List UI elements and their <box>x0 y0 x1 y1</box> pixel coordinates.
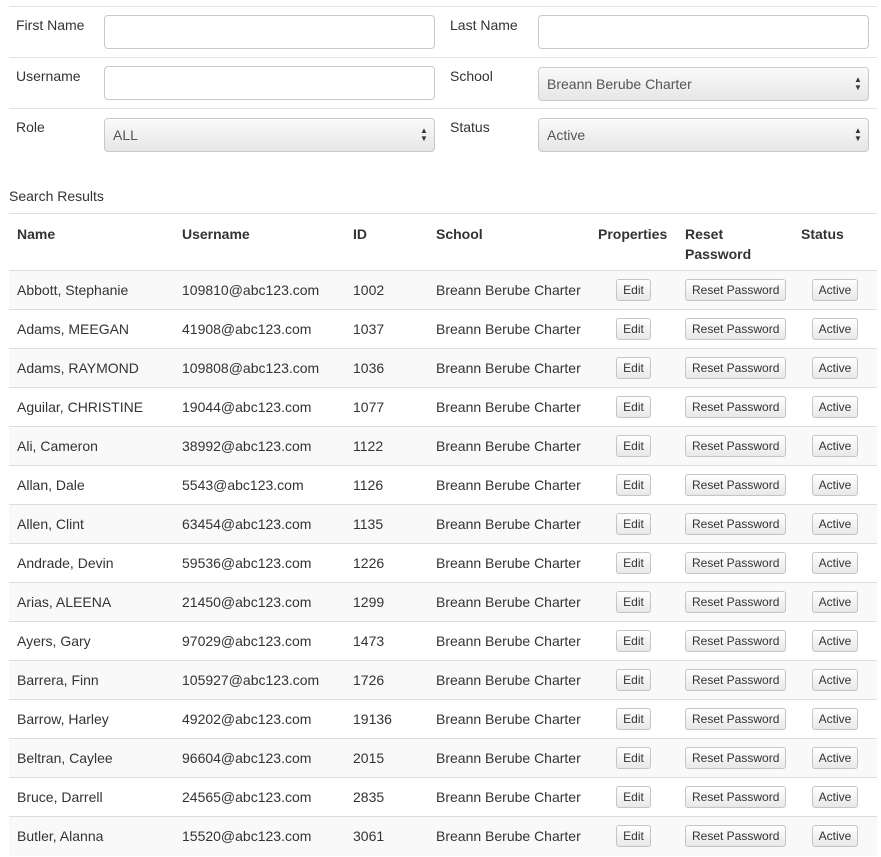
reset-password-button[interactable]: Reset Password <box>685 513 786 535</box>
cell-school: Breann Berube Charter <box>428 583 590 622</box>
status-cell <box>793 466 877 505</box>
column-header-school[interactable]: School <box>428 214 590 271</box>
reset-password-cell <box>677 505 793 544</box>
edit-button[interactable]: Edit <box>616 786 651 808</box>
cell-username: 96604@abc123.com <box>174 739 345 778</box>
status-cell <box>793 505 877 544</box>
status-cell <box>793 622 877 661</box>
reset-password-button[interactable]: Reset Password <box>685 279 786 301</box>
cell-id: 1726 <box>345 661 428 700</box>
status-cell <box>793 271 877 310</box>
cell-school: Breann Berube Charter <box>428 427 590 466</box>
cell-school: Breann Berube Charter <box>428 622 590 661</box>
status-cell <box>793 349 877 388</box>
cell-school: Breann Berube Charter <box>428 388 590 427</box>
column-header-reset-password: Reset Password <box>677 214 793 271</box>
cell-school: Breann Berube Charter <box>428 544 590 583</box>
cell-username: 41908@abc123.com <box>174 310 345 349</box>
status-cell <box>793 700 877 739</box>
reset-password-cell <box>677 739 793 778</box>
column-header-status: Status <box>793 214 877 271</box>
table-header-row <box>9 214 877 271</box>
cell-id: 1002 <box>345 271 428 310</box>
status-button[interactable]: Active <box>812 396 859 418</box>
reset-password-cell <box>677 661 793 700</box>
status-cell <box>793 427 877 466</box>
status-cell <box>793 310 877 349</box>
cell-id: 2015 <box>345 739 428 778</box>
role-select[interactable] <box>104 118 435 152</box>
table-row <box>9 544 877 583</box>
cell-name: Barrow, Harley <box>9 700 174 739</box>
cell-school: Breann Berube Charter <box>428 700 590 739</box>
username-label: Username <box>16 68 81 84</box>
status-button[interactable]: Active <box>812 708 859 730</box>
cell-id: 1122 <box>345 427 428 466</box>
reset-password-cell <box>677 310 793 349</box>
reset-password-button[interactable]: Reset Password <box>685 591 786 613</box>
school-label: School <box>450 68 493 84</box>
status-cell <box>793 661 877 700</box>
status-select[interactable] <box>538 118 869 152</box>
cell-school: Breann Berube Charter <box>428 349 590 388</box>
edit-cell <box>590 349 677 388</box>
edit-button[interactable]: Edit <box>616 747 651 769</box>
cell-name: Bruce, Darrell <box>9 778 174 817</box>
cell-name: Beltran, Caylee <box>9 739 174 778</box>
edit-cell <box>590 583 677 622</box>
cell-name: Ali, Cameron <box>9 427 174 466</box>
first-name-input[interactable] <box>104 15 435 49</box>
cell-id: 1126 <box>345 466 428 505</box>
cell-id: 2835 <box>345 778 428 817</box>
edit-button[interactable]: Edit <box>616 318 651 340</box>
reset-password-button[interactable]: Reset Password <box>685 669 786 691</box>
role-label: Role <box>16 119 45 135</box>
cell-school: Breann Berube Charter <box>428 661 590 700</box>
status-cell <box>793 388 877 427</box>
cell-username: 24565@abc123.com <box>174 778 345 817</box>
cell-name: Aguilar, CHRISTINE <box>9 388 174 427</box>
reset-password-button[interactable]: Reset Password <box>685 357 786 379</box>
edit-cell <box>590 817 677 856</box>
edit-button[interactable]: Edit <box>616 396 651 418</box>
table-row <box>9 700 877 739</box>
status-cell <box>793 583 877 622</box>
cell-username: 15520@abc123.com <box>174 817 345 856</box>
table-row <box>9 505 877 544</box>
edit-cell <box>590 271 677 310</box>
table-row <box>9 427 877 466</box>
status-button[interactable]: Active <box>812 747 859 769</box>
edit-button[interactable]: Edit <box>616 279 651 301</box>
status-button[interactable]: Active <box>812 318 859 340</box>
edit-button[interactable]: Edit <box>616 474 651 496</box>
status-button[interactable]: Active <box>812 279 859 301</box>
cell-school: Breann Berube Charter <box>428 817 590 856</box>
edit-cell <box>590 544 677 583</box>
status-cell <box>793 544 877 583</box>
status-label: Status <box>450 119 490 135</box>
status-cell <box>793 739 877 778</box>
cell-name: Ayers, Gary <box>9 622 174 661</box>
reset-password-cell <box>677 349 793 388</box>
filter-row-names <box>9 6 877 57</box>
cell-school: Breann Berube Charter <box>428 505 590 544</box>
cell-name: Barrera, Finn <box>9 661 174 700</box>
cell-username: 109808@abc123.com <box>174 349 345 388</box>
cell-name: Allan, Dale <box>9 466 174 505</box>
edit-cell <box>590 622 677 661</box>
cell-username: 49202@abc123.com <box>174 700 345 739</box>
status-select-value: Active <box>547 127 586 143</box>
status-button[interactable]: Active <box>812 825 859 847</box>
cell-school: Breann Berube Charter <box>428 778 590 817</box>
reset-password-cell <box>677 466 793 505</box>
edit-cell <box>590 427 677 466</box>
reset-password-button[interactable]: Reset Password <box>685 786 786 808</box>
cell-id: 1077 <box>345 388 428 427</box>
edit-button[interactable]: Edit <box>616 552 651 574</box>
edit-button[interactable]: Edit <box>616 825 651 847</box>
column-header-properties: Properties <box>590 214 677 271</box>
school-select-value: Breann Berube Charter <box>547 76 692 92</box>
status-button[interactable]: Active <box>812 513 859 535</box>
table-row <box>9 349 877 388</box>
edit-button[interactable]: Edit <box>616 357 651 379</box>
reset-password-cell <box>677 427 793 466</box>
status-cell <box>793 778 877 817</box>
cell-username: 21450@abc123.com <box>174 583 345 622</box>
cell-name: Adams, MEEGAN <box>9 310 174 349</box>
cell-id: 1226 <box>345 544 428 583</box>
cell-username: 63454@abc123.com <box>174 505 345 544</box>
school-select[interactable] <box>538 67 869 101</box>
cell-id: 1135 <box>345 505 428 544</box>
filter-row-username-school <box>9 57 877 108</box>
cell-username: 105927@abc123.com <box>174 661 345 700</box>
edit-cell <box>590 466 677 505</box>
status-button[interactable]: Active <box>812 552 859 574</box>
cell-name: Andrade, Devin <box>9 544 174 583</box>
reset-password-button[interactable]: Reset Password <box>685 747 786 769</box>
status-button[interactable]: Active <box>812 357 859 379</box>
cell-name: Abbott, Stephanie <box>9 271 174 310</box>
cell-school: Breann Berube Charter <box>428 466 590 505</box>
reset-password-button[interactable]: Reset Password <box>685 318 786 340</box>
reset-password-cell <box>677 817 793 856</box>
cell-name: Adams, RAYMOND <box>9 349 174 388</box>
edit-button[interactable]: Edit <box>616 708 651 730</box>
status-button[interactable]: Active <box>812 786 859 808</box>
last-name-label: Last Name <box>450 17 518 33</box>
last-name-input[interactable] <box>538 15 869 49</box>
reset-password-button[interactable]: Reset Password <box>685 630 786 652</box>
cell-name: Allen, Clint <box>9 505 174 544</box>
status-button[interactable]: Active <box>812 474 859 496</box>
results-table <box>9 213 877 856</box>
cell-school: Breann Berube Charter <box>428 271 590 310</box>
cell-id: 3061 <box>345 817 428 856</box>
table-row <box>9 778 877 817</box>
edit-cell <box>590 661 677 700</box>
cell-username: 5543@abc123.com <box>174 466 345 505</box>
reset-password-button[interactable]: Reset Password <box>685 396 786 418</box>
status-button[interactable]: Active <box>812 435 859 457</box>
table-row <box>9 466 877 505</box>
filter-row-role-status <box>9 108 877 159</box>
reset-password-button[interactable]: Reset Password <box>685 708 786 730</box>
reset-password-button[interactable]: Reset Password <box>685 825 786 847</box>
reset-password-cell <box>677 622 793 661</box>
status-button[interactable]: Active <box>812 630 859 652</box>
column-header-name[interactable]: Name <box>9 214 174 271</box>
edit-button[interactable]: Edit <box>616 630 651 652</box>
role-select-value: ALL <box>113 127 138 143</box>
edit-button[interactable]: Edit <box>616 591 651 613</box>
table-row <box>9 583 877 622</box>
select-arrows-icon: ▲ ▼ <box>420 126 428 143</box>
table-row <box>9 310 877 349</box>
status-button[interactable]: Active <box>812 591 859 613</box>
username-input[interactable] <box>104 66 435 100</box>
cell-id: 19136 <box>345 700 428 739</box>
reset-password-cell <box>677 583 793 622</box>
edit-cell <box>590 388 677 427</box>
select-arrows-icon: ▲ ▼ <box>854 75 862 92</box>
status-button[interactable]: Active <box>812 669 859 691</box>
edit-cell <box>590 739 677 778</box>
edit-cell <box>590 700 677 739</box>
table-row <box>9 817 877 856</box>
cell-id: 1037 <box>345 310 428 349</box>
search-results-title: Search Results <box>9 188 104 204</box>
cell-name: Arias, ALEENA <box>9 583 174 622</box>
select-arrows-icon: ▲ ▼ <box>854 126 862 143</box>
first-name-label: First Name <box>16 17 85 33</box>
reset-password-cell <box>677 544 793 583</box>
reset-password-cell <box>677 778 793 817</box>
search-filters <box>9 6 877 159</box>
reset-password-cell <box>677 700 793 739</box>
cell-username: 59536@abc123.com <box>174 544 345 583</box>
cell-school: Breann Berube Charter <box>428 310 590 349</box>
status-cell <box>793 817 877 856</box>
table-row <box>9 661 877 700</box>
edit-cell <box>590 310 677 349</box>
cell-username: 97029@abc123.com <box>174 622 345 661</box>
column-header-id[interactable]: ID <box>345 214 428 271</box>
edit-button[interactable]: Edit <box>616 435 651 457</box>
edit-button[interactable]: Edit <box>616 669 651 691</box>
table-row <box>9 739 877 778</box>
cell-id: 1036 <box>345 349 428 388</box>
cell-school: Breann Berube Charter <box>428 739 590 778</box>
edit-cell <box>590 778 677 817</box>
reset-password-button[interactable]: Reset Password <box>685 474 786 496</box>
reset-password-button[interactable]: Reset Password <box>685 435 786 457</box>
cell-id: 1473 <box>345 622 428 661</box>
edit-cell <box>590 505 677 544</box>
reset-password-cell <box>677 271 793 310</box>
cell-username: 109810@abc123.com <box>174 271 345 310</box>
cell-username: 38992@abc123.com <box>174 427 345 466</box>
table-row <box>9 622 877 661</box>
reset-password-cell <box>677 388 793 427</box>
cell-name: Butler, Alanna <box>9 817 174 856</box>
table-row <box>9 388 877 427</box>
table-row <box>9 271 877 310</box>
reset-password-button[interactable]: Reset Password <box>685 552 786 574</box>
column-header-username[interactable]: Username <box>174 214 345 271</box>
cell-username: 19044@abc123.com <box>174 388 345 427</box>
cell-id: 1299 <box>345 583 428 622</box>
edit-button[interactable]: Edit <box>616 513 651 535</box>
